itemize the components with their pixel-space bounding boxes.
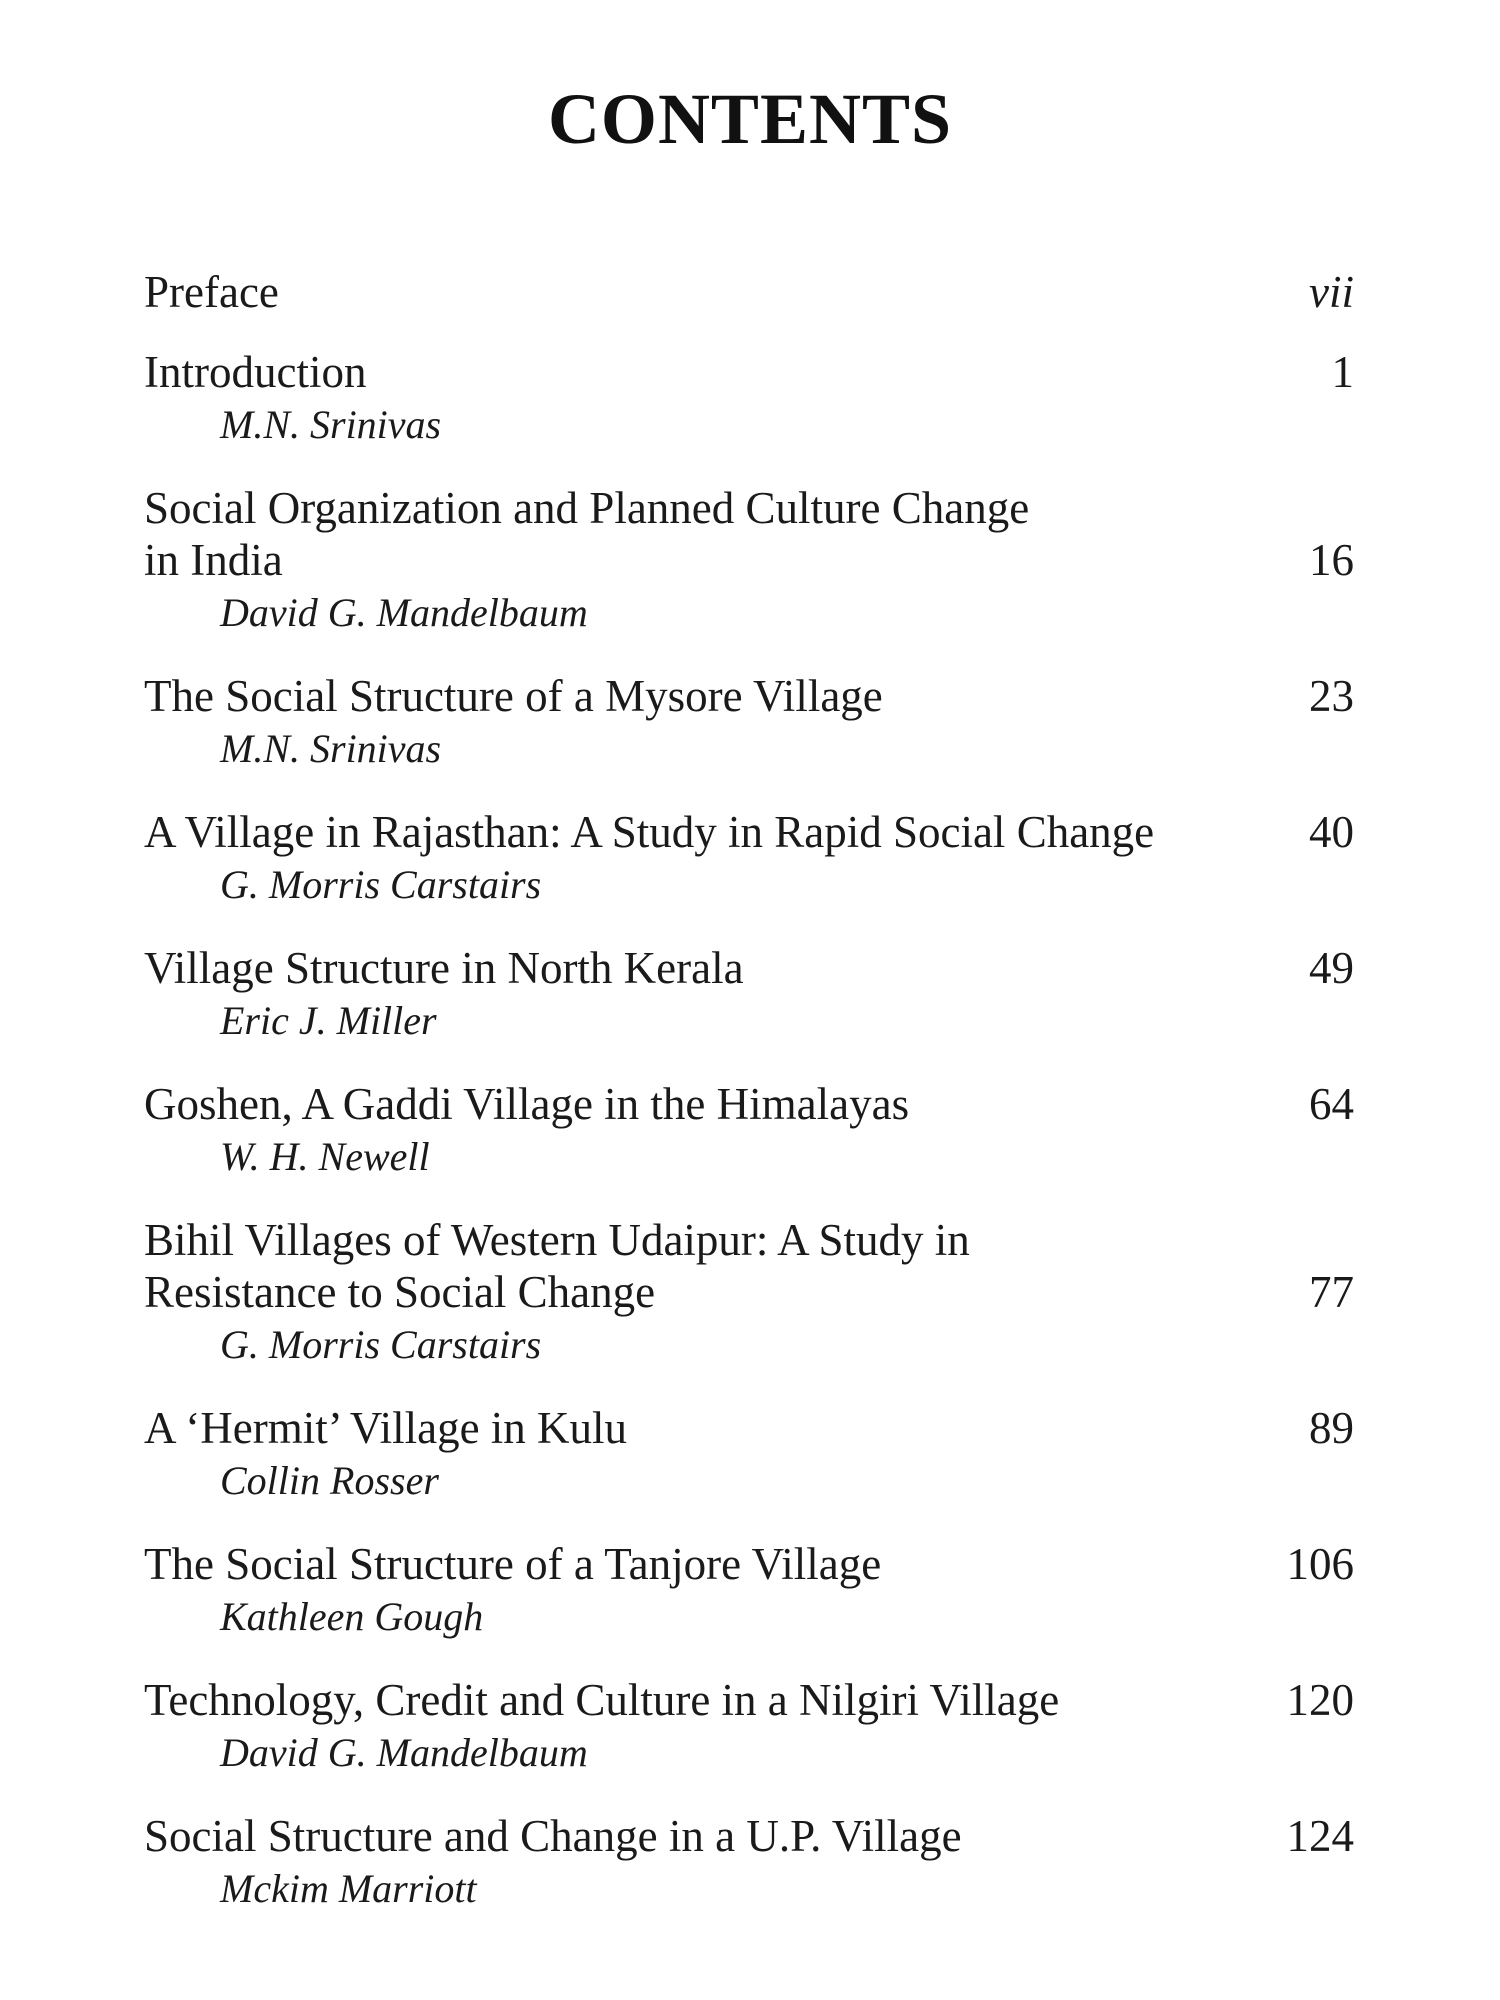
- toc-entry-page: 106: [1286, 1539, 1354, 1589]
- toc-entry-nilgiri-village: [144, 1674, 1354, 1810]
- toc-entry-page: 124: [1286, 1811, 1354, 1861]
- toc-entry-author: G. Morris Carstairs: [220, 1322, 542, 1367]
- toc-entry-rajasthan: [144, 806, 1354, 942]
- toc-entry-title: Village Structure in North Kerala: [144, 943, 744, 993]
- toc-entry-author: David G. Mandelbaum: [220, 1730, 588, 1775]
- toc-entry-page: 49: [1309, 943, 1354, 993]
- table-of-contents: [144, 266, 1354, 1946]
- toc-entry-title-line: in India: [144, 535, 283, 585]
- toc-entry-hermit-village: [144, 1402, 1354, 1538]
- toc-entry-title: Preface: [144, 267, 279, 317]
- toc-entry-title: A ‘Hermit’ Village in Kulu: [144, 1403, 628, 1453]
- toc-entry-mysore-village: [144, 670, 1354, 806]
- toc-entry-page: 1: [1331, 347, 1354, 397]
- toc-entry-title: The Social Structure of a Tanjore Village: [144, 1539, 882, 1589]
- toc-entry-author: Collin Rosser: [220, 1458, 439, 1503]
- toc-entry-title: Goshen, A Gaddi Village in the Himalayas: [144, 1079, 910, 1129]
- toc-entry-title: A Village in Rajasthan: A Study in Rapid Social Change: [144, 807, 1155, 857]
- toc-entry-author: M.N. Srinivas: [220, 402, 442, 447]
- toc-entry-page: 64: [1309, 1079, 1354, 1129]
- toc-entry-introduction: [144, 346, 1354, 482]
- toc-entry-page: vii: [1309, 267, 1354, 317]
- toc-entry-up-village: [144, 1810, 1354, 1946]
- toc-entry-page: 77: [1309, 1267, 1354, 1317]
- toc-entry-page: 16: [1309, 535, 1354, 585]
- page-title: CONTENTS: [547, 79, 953, 159]
- toc-entry-tanjore-village: [144, 1538, 1354, 1674]
- toc-entry-author: W. H. Newell: [220, 1134, 430, 1179]
- toc-entry-author: Kathleen Gough: [220, 1594, 484, 1639]
- toc-entry-preface: [144, 266, 1354, 346]
- toc-entry-north-kerala: [144, 942, 1354, 1078]
- toc-entry-title: The Social Structure of a Mysore Village: [144, 671, 883, 721]
- toc-entry-title-line: Resistance to Social Change: [144, 1267, 656, 1317]
- toc-entry-bihil-villages: [144, 1214, 1354, 1402]
- toc-entry-title: Social Structure and Change in a U.P. Village: [144, 1811, 962, 1861]
- toc-entry-page: 23: [1309, 671, 1354, 721]
- toc-entry-title: Introduction: [144, 347, 367, 397]
- toc-entry-author: M.N. Srinivas: [220, 726, 442, 771]
- toc-entry-author: Eric J. Miller: [220, 998, 437, 1043]
- toc-entry-page: 120: [1286, 1675, 1354, 1725]
- toc-entry-goshen: [144, 1078, 1354, 1214]
- toc-entry-page: 89: [1309, 1403, 1354, 1453]
- toc-entry-page: 40: [1309, 807, 1354, 857]
- toc-entry-title: Technology, Credit and Culture in a Nilgiri Village: [144, 1675, 1060, 1725]
- toc-entry-author: G. Morris Carstairs: [220, 862, 542, 907]
- toc-entry-author: Mckim Marriott: [220, 1866, 477, 1911]
- toc-entry-social-organization: [144, 482, 1354, 670]
- toc-entry-title-line: Social Organization and Planned Culture Change: [144, 483, 1030, 533]
- toc-entry-author: David G. Mandelbaum: [220, 590, 588, 635]
- toc-entry-title-line: Bihil Villages of Western Udaipur: A Study in: [144, 1215, 970, 1265]
